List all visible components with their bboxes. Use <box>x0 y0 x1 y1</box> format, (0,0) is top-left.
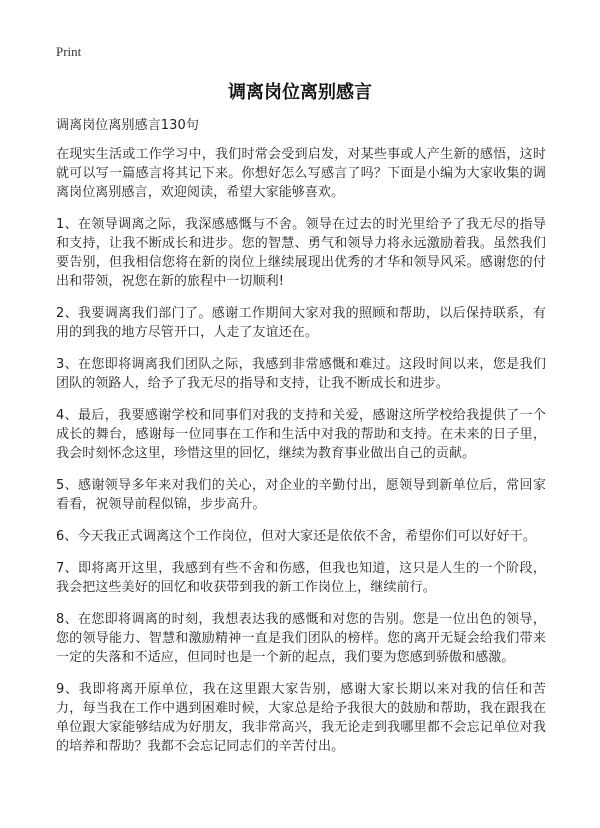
article-body <box>56 116 546 769</box>
list-item: 1、在领导调离之际，我深感感慨与不舍。领导在过去的时光里给予了我无尽的指导和支持，让我不断成长和进步。您的智慧、勇气和领导力将永远激励着我。虽然我们要告别，但我相信您将在新的岗位上继续展现出优秀的才华和领导风采。感谢您的付出和带领，祝您在新的旅程中一切顺利! <box>56 217 546 289</box>
list-item: 5、感谢领导多年来对我们的关心，对企业的辛勤付出，愿领导到新单位后，常回家看看，祝领导前程似锦，步步高升。 <box>56 478 546 512</box>
intro-paragraph: 在现实生活或工作学习中，我们时常会受到启发，对某些事或人产生新的感悟，这时就可以写一篇感言将其记下来。你想好怎么写感言了吗？下面是小编为大家收集的调离岗位离别感言，欢迎阅读，希望大家能够喜欢。 <box>56 147 546 200</box>
list-item: 2、我要调离我们部门了。感谢工作期间大家对我的照顾和帮助，以后保持联系，有用的到我的地方尽管开口，人走了友谊还在。 <box>56 306 546 340</box>
list-item: 7、即将离开这里，我感到有些不舍和伤感，但我也知道，这只是人生的一个阶段，我会把这些美好的回忆和收获带到我的新工作岗位上，继续前行。 <box>56 561 546 595</box>
list-item: 8、在您即将调离的时刻，我想表达我的感慨和对您的告别。您是一位出色的领导，您的领导能力、智慧和激励精神一直是我们团队的榜样。您的离开无疑会给我们带来一定的失落和不适应，但同时也是一个新的起点，我们要为您感到骄傲和感激。 <box>56 612 546 665</box>
list-item: 6、今天我正式调离这个工作岗位，但对大家还是依依不舍，希望你们可以好好干。 <box>56 529 536 544</box>
list-item: 4、最后，我要感谢学校和同事们对我的支持和关爱，感谢这所学校给我提供了一个成长的舞台，感谢每一位同事在工作和生活中对我的帮助和支持。在未来的日子里，我会时刻怀念这里，珍惜这里的回忆，继续为教育事业做出自己的贡献。 <box>56 408 546 461</box>
list-item: 9、我即将离开原单位，我在这里跟大家告别，感谢大家长期以来对我的信任和苦力，每当我在工作中遇到困难时候，大家总是给予我很大的鼓励和帮助，我在跟我在单位跟大家能够结成为好朋友，我非常高兴，我无论走到我哪里都不会忘记单位对我的培养和帮助？我都不会忘记同志们的辛苦付出。 <box>56 682 546 754</box>
list-item: 3、在您即将调离我们团队之际，我感到非常感慨和难过。这段时间以来，您是我们团队的领路人，给予了我无尽的指导和支持，让我不断成长和进步。 <box>56 357 546 391</box>
article-subtitle: 调离岗位离别感言130句 <box>56 118 200 133</box>
print-link[interactable]: Print <box>56 44 82 59</box>
page-title: 调离岗位离别感言 <box>228 82 372 103</box>
